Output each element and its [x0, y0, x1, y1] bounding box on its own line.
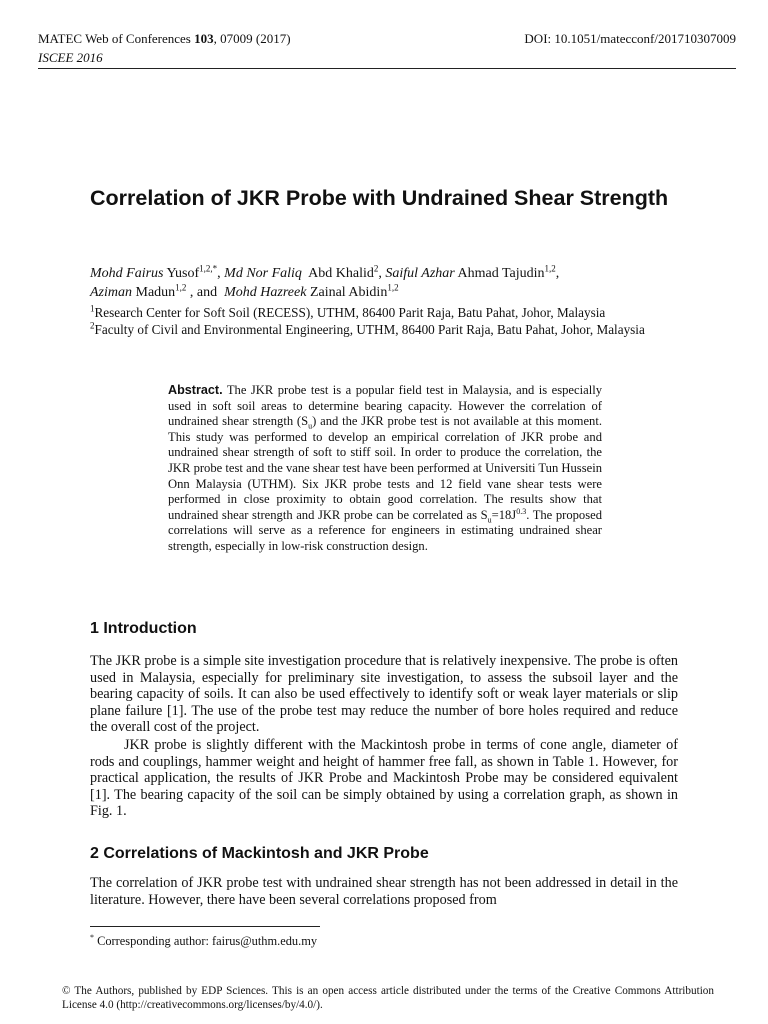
author-list: Mohd Fairus Yusof$^{1,2,*}$, Md Nor Faliq Abd Khalid$^2$, Saiful Azhar Ahmad Tajudin$^{1,2}$, Aziman Madun$^{1,2}$ , and Mohd Hazreek Zainal Abidin$^{1,2}$: [90, 263, 560, 300]
license-footer: © The Authors, published by EDP Sciences. This is an open access article distributed under the terms of the Creative Commons Attribution License 4.0 (http://creativecommons.org/licenses/by/4.0/).: [62, 985, 714, 1011]
author-given-name: Md Nor Faliq: [224, 266, 302, 281]
doi[interactable]: DOI: 10.1051/matecconf/201710307009: [524, 31, 736, 46]
author-given-name: Aziman: [90, 285, 132, 300]
journal-header: [38, 31, 291, 47]
footnote-divider: [90, 926, 320, 927]
author-affiliation-mark: 2: [373, 263, 379, 274]
header-divider: [38, 68, 736, 69]
conference-name: ISCEE 2016: [38, 50, 103, 65]
author-given-name: Mohd Hazreek: [224, 285, 307, 300]
abstract-label: Abstract.: [168, 383, 223, 397]
footnote-text: Corresponding author: fairus@uthm.edu.my: [94, 934, 318, 948]
footnote: [90, 934, 317, 949]
section-heading-correlations: 2 Correlations of Mackintosh and JKR Probe: [90, 845, 429, 862]
author-family-name: Madun: [135, 285, 176, 300]
article-number: , 07009 (2017): [213, 31, 291, 46]
abstract: Abstract. The JKR probe test is a popular field test in Malaysia, and is especially used in soft soil areas to determine bearing capacity. However the correlation of undrained shear strength $(S_u)$ and the JKR probe test is not available at this moment. This study was performed to develop an empirical correlation of JKR probe and undrained shear strength of soft to stiff soil. In order to produce the correlation, the JKR probe test and the vane shear test have been performed at Universiti Tun Hussein Onn Malaysia (UTHM). Six JKR probe tests and 12 field vane shear tests were performed in close proximity to obtain good correlation. The results show that undrained shear strength and JKR probe can be correlated as $S_u=18J^{0.3}$. The proposed correlations will serve as a reference for engineers in estimating undrained shear strength, especially in low-risk construction design.: [168, 383, 602, 553]
author-given-name: Mohd Fairus: [90, 266, 164, 281]
author-affiliation-mark: 1,2,*: [199, 263, 218, 274]
author-family-name: Yusof: [166, 266, 200, 281]
author-affiliation-mark: 1,2: [387, 282, 399, 293]
body-paragraph: JKR probe is slightly different with the Mackintosh probe in terms of cone angle, diameter of rods and couplings, hammer weight and height of hammer free fall, as shown in Table 1. However, for practical application, the results of JKR Probe and Mackintosh Probe may be considered equivalent [1]. The bearing capacity of the soil can be simply obtained by using a correlation graph, as shown in Fig. 1.: [90, 737, 678, 820]
affiliations: [90, 304, 690, 338]
author-family-name: Zainal Abidin: [309, 285, 388, 300]
journal-volume: 103: [194, 31, 214, 46]
affiliation-item: $^2$Faculty of Civil and Environmental Engineering, UTHM, 86400 Parit Raja, Batu Pahat, Johor, Malaysia: [90, 320, 645, 337]
author-family-name: Ahmad Tajudin: [457, 266, 545, 281]
author-conjunction: and: [196, 285, 218, 300]
paper-title: Correlation of JKR Probe with Undrained Shear Strength: [90, 186, 669, 210]
journal-name: MATEC Web of Conferences: [38, 31, 195, 46]
author-affiliation-mark: 1,2: [544, 263, 556, 274]
author-family-name: Abd Khalid: [308, 266, 374, 281]
body-paragraph: The correlation of JKR probe test with undrained shear strength has not been addressed in detail in the literature. However, there have been several correlations proposed from: [90, 875, 678, 908]
author-affiliation-mark: 1,2: [175, 282, 187, 293]
section-heading-introduction: 1 Introduction: [90, 620, 197, 637]
author-given-name: Saiful Azhar: [385, 266, 455, 281]
affiliation-item: $^1$Research Center for Soft Soil (RECESS), UTHM, 86400 Parit Raja, Batu Pahat, Johor, Malaysia: [90, 303, 606, 320]
body-paragraph: The JKR probe is a simple site investigation procedure that is relatively inexpensive. The probe is often used in Malaysia, especially for preliminary site investigation, to assess the subsoil layer and the bearing capacity of soils. It can also be used effectively to identify soft or weak layer materials or slip plane failure [1]. The use of the probe test may reduce the number of bore holes required and reduce the overall cost of the project.: [90, 653, 678, 736]
footnote-mark: *: [90, 932, 94, 942]
